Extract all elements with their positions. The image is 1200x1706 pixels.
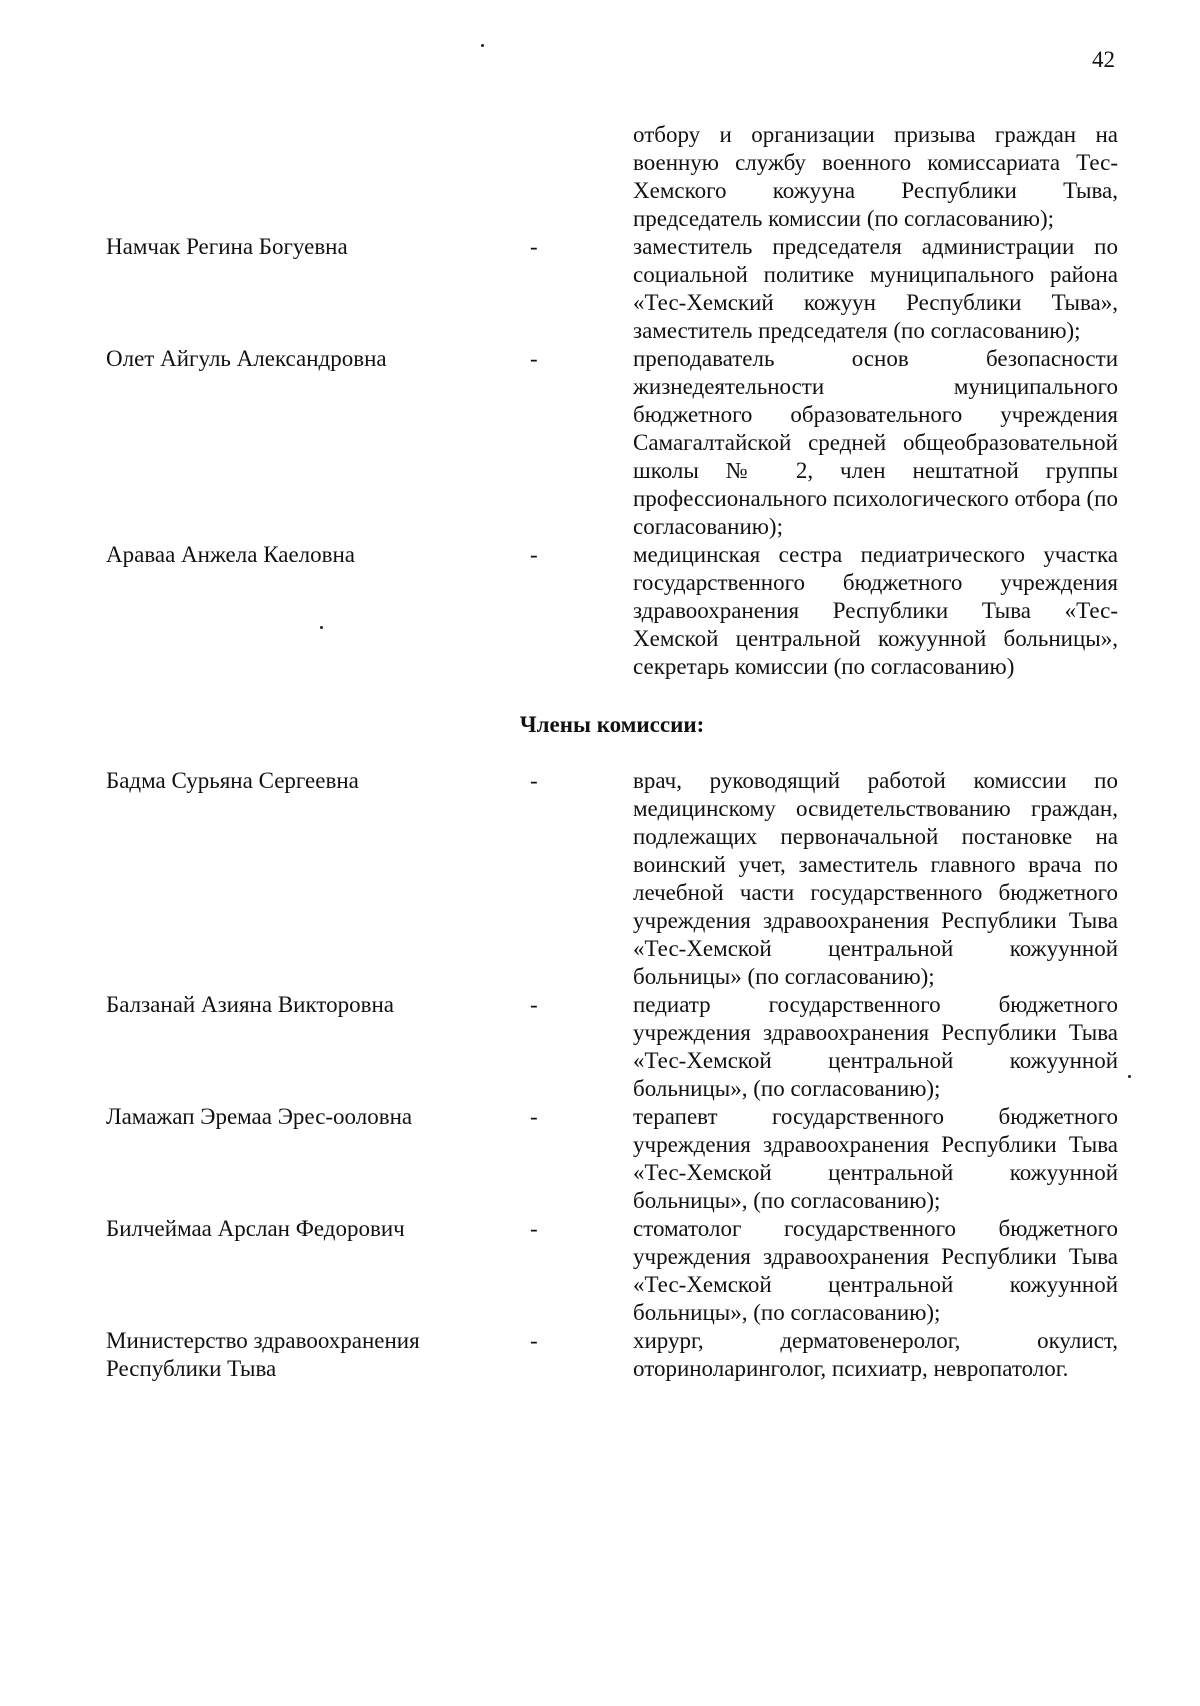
member-description: хирург, дерматовенеролог, окулист, оториноларинголог, психиатр, невропатолог. [633,1328,1118,1381]
member-description: педиатр государственного бюджетного учреждения здравоохранения Республики Тыва «Тес-Хемской центральной кожуунной больницы», (по согласованию); [633,992,1118,1101]
officer-row [106,541,1118,681]
dash-separator: - [530,234,538,259]
document-body [106,121,1118,1383]
dash-separator: - [530,1104,538,1129]
chairman-description: отбору и организации призыва граждан на военную службу военного комиссариата Тес-Хемского кожууна Республики Тыва, председатель комиссии (по согласованию); [633,122,1118,231]
officer-row [106,233,1118,345]
dash-separator: - [530,992,538,1017]
member-row [106,991,1118,1103]
member-description: врач, руководящий работой комиссии по медицинскому освидетельствованию граждан, подлежащих первоначальной постановке на воинский учет, заместитель главного врача по лечебной части государственного бюджетного учреждения здравоохранения Республики Тыва «Тес-Хемской центральной кожуунной больницы» (по согласованию); [633,768,1118,989]
officer-description: преподаватель основ безопасности жизнедеятельности муниципального бюджетного образовательного учреждения Самагалтайской средней общеобразовательной школы № 2, член нештатной группы профессионального психологического отбора (по согласованию); [633,346,1118,539]
members-heading: Члены комиссии: [519,712,705,737]
member-name: Бадма Сурьяна Сергеевна [106,768,359,793]
officer-row [106,345,1118,541]
member-row [106,1103,1118,1215]
scan-speck [1128,1075,1131,1078]
dash-separator: - [530,1328,538,1353]
dash-separator: - [530,1216,538,1241]
officer-description: медицинская сестра педиатрического участка государственного бюджетного учреждения здравоохранения Республики Тыва «Тес-Хемской центральной кожуунной больницы», секретарь комиссии (по согласованию) [633,542,1118,679]
member-name: Ламажап Эремаа Эрес-ооловна [106,1104,413,1129]
officer-name: Олет Айгуль Александровна [106,346,387,371]
page-number: 42 [1092,47,1115,72]
dash-separator: - [530,768,538,793]
dash-separator: - [530,542,538,567]
member-row [106,767,1118,991]
member-row [106,1327,1118,1383]
officer-name: Намчак Регина Богуевна [106,234,348,259]
dash-separator: - [530,346,538,371]
chairman-continuation [106,121,1118,233]
officer-name: Араваа Анжела Каеловна [106,542,356,567]
officer-description: заместитель председателя администрации по социальной политике муниципального района «Тес-Хемский кожуун Республики Тыва», заместитель председателя (по согласованию); [633,234,1118,343]
member-name: Министерство здравоохранения Республики Тыва [106,1328,420,1381]
member-description: терапевт государственного бюджетного учреждения здравоохранения Республики Тыва «Тес-Хемской центральной кожуунной больницы», (по согласованию); [633,1104,1118,1213]
member-row [106,1215,1118,1327]
member-name: Билчеймаа Арслан Федорович [106,1216,405,1241]
member-description: стоматолог государственного бюджетного учреждения здравоохранения Республики Тыва «Тес-Хемской центральной кожуунной больницы», (по согласованию); [633,1216,1118,1325]
scan-speck [481,44,484,47]
member-name: Балзанай Азияна Викторовна [106,992,394,1017]
